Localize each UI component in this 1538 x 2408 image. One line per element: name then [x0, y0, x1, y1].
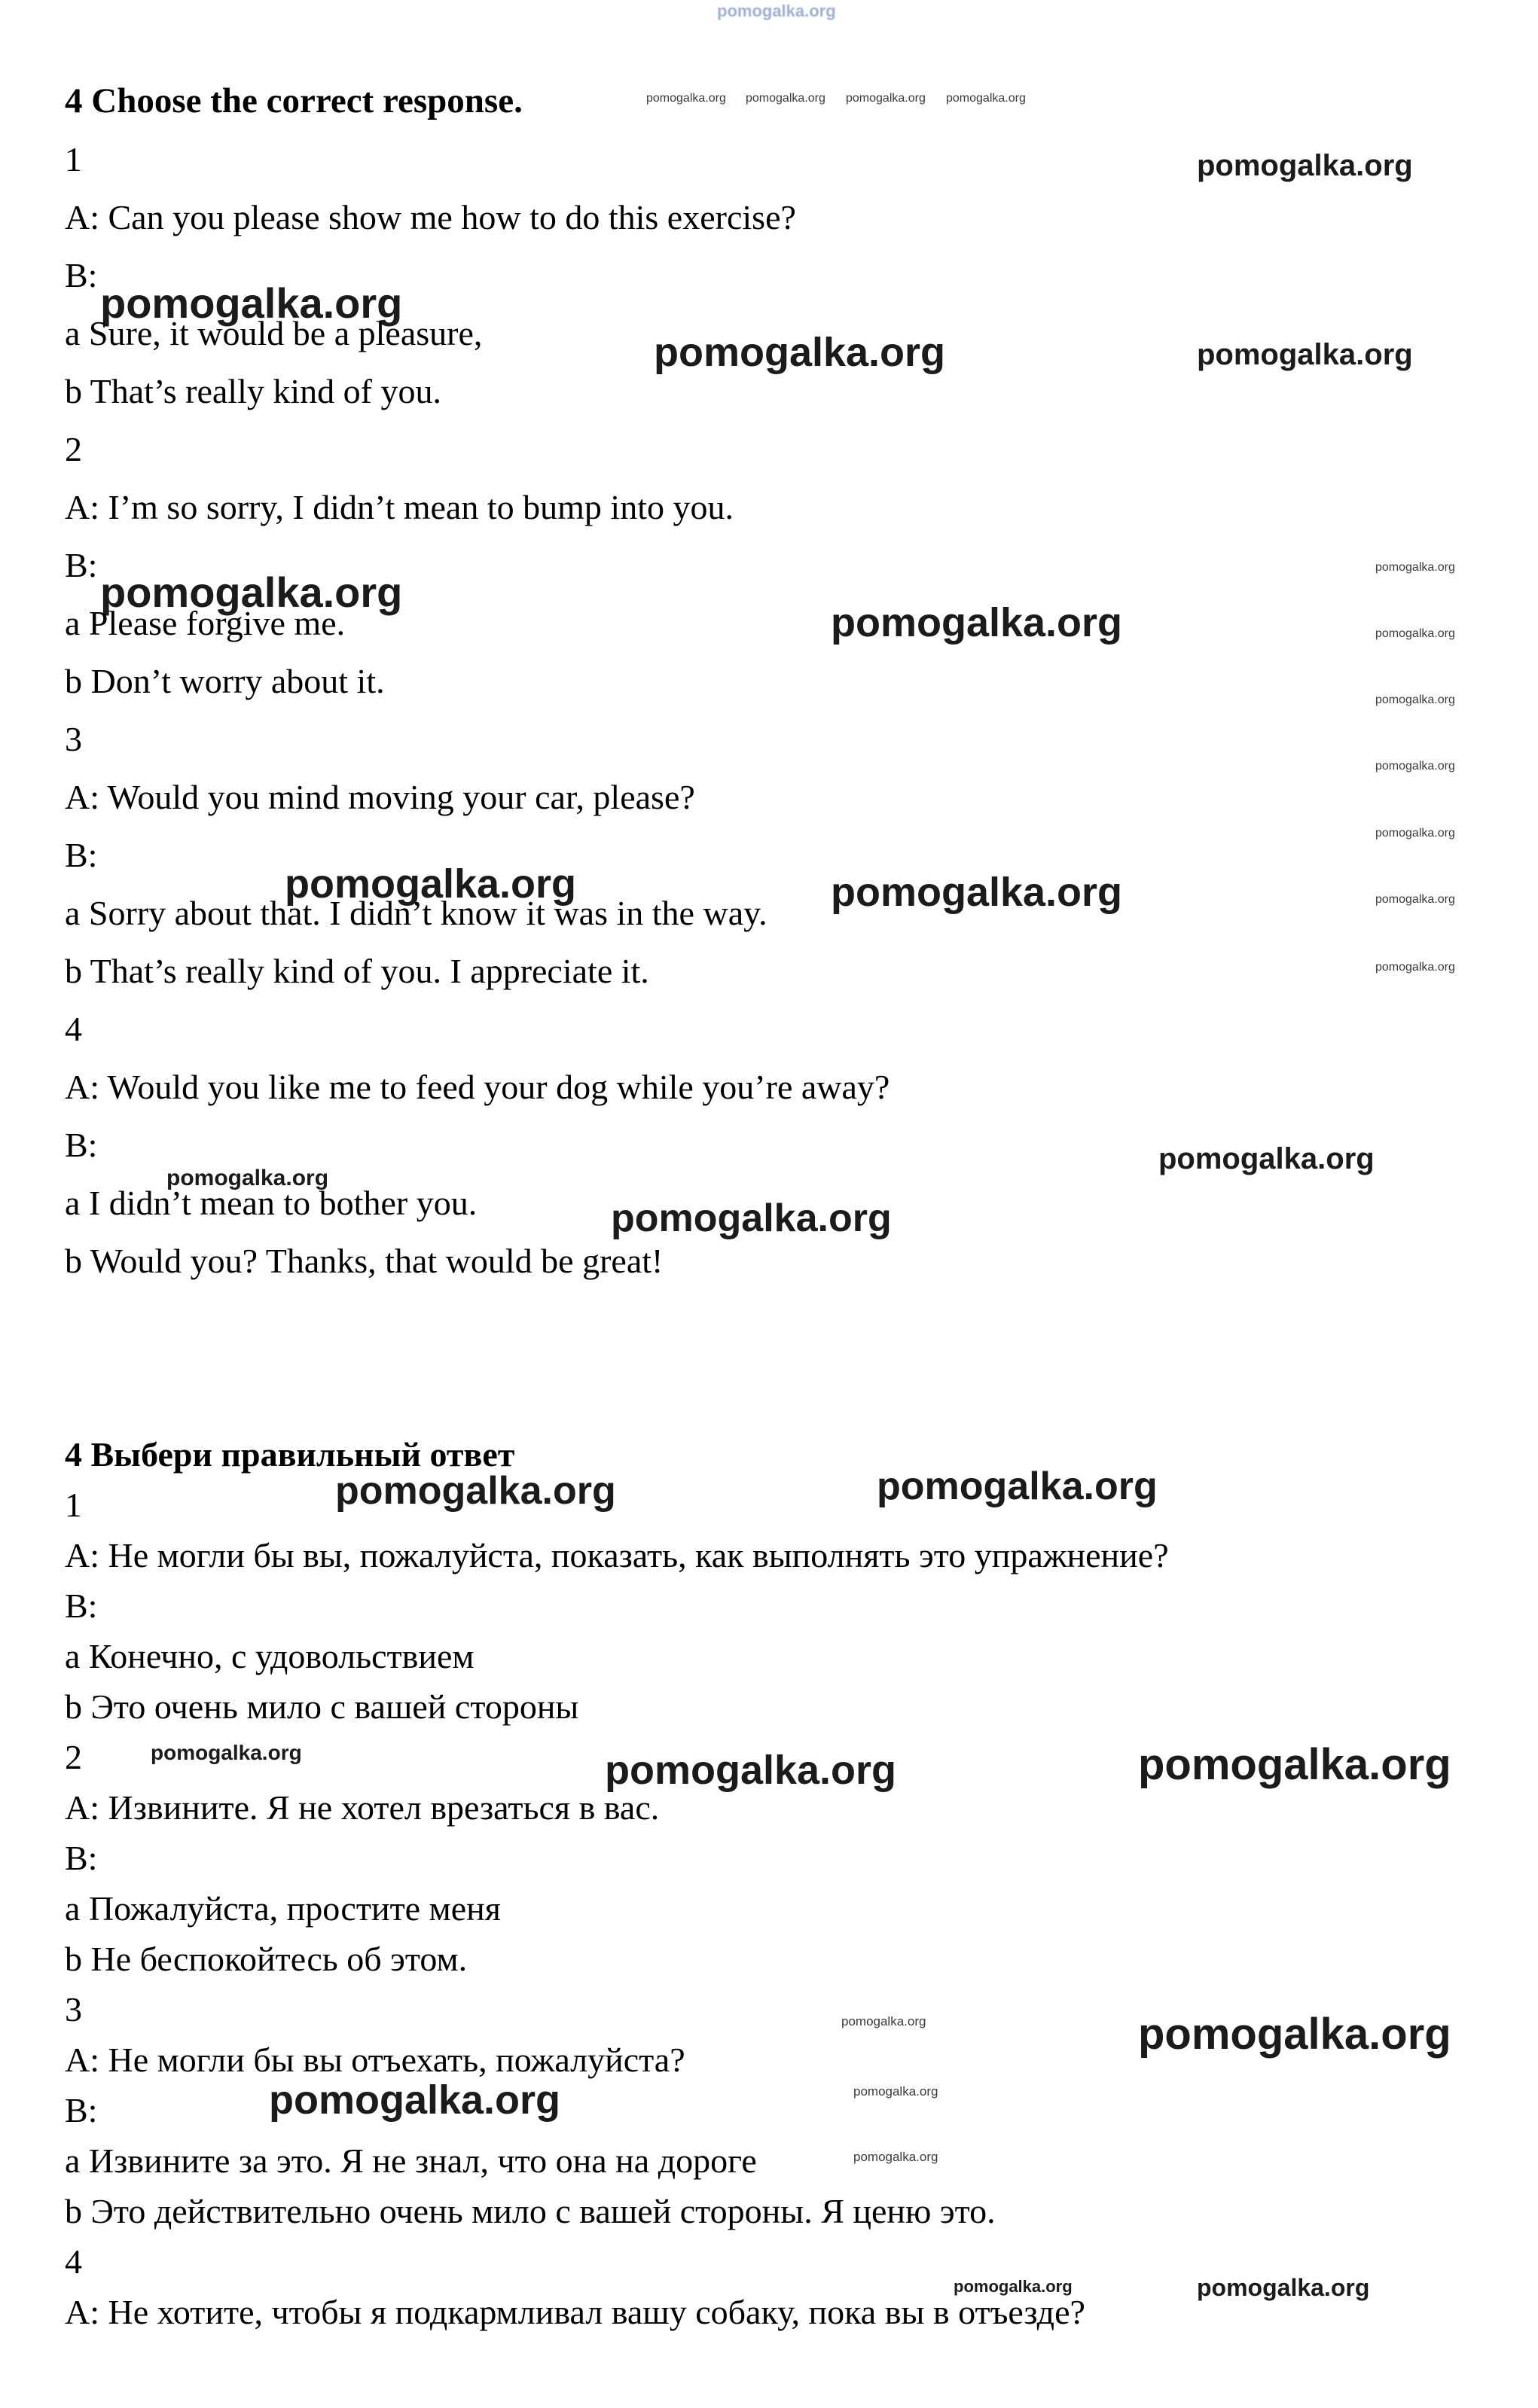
item-number: 2	[65, 1738, 82, 1776]
line-speaker-b: B:	[65, 1839, 98, 1877]
site-watermark: pomogalka.org	[877, 1465, 1158, 1508]
option-b: b Don’t worry about it.	[65, 662, 385, 700]
site-watermark: pomogalka.org	[831, 600, 1123, 645]
line-speaker-a: A: Can you please show me how to do this exercise?	[65, 198, 796, 236]
option-a: a Sorry about that. I didn’t know it was in the way.	[65, 894, 767, 932]
line-speaker-a: A: Would you mind moving your car, please?	[65, 778, 695, 816]
site-watermark: pomogalka.org	[841, 2014, 926, 2029]
line-speaker-b: B:	[65, 1587, 98, 1625]
site-watermark: pomogalka.org	[605, 1748, 897, 1793]
option-b: b That’s really kind of you.	[65, 372, 441, 410]
site-watermark: pomogalka.org	[100, 568, 403, 616]
option-a: a Конечно, с удовольствием	[65, 1637, 475, 1675]
site-watermark: pomogalka.org	[831, 870, 1123, 915]
line-speaker-b: B:	[65, 836, 98, 874]
line-speaker-a: A: Извините. Я не хотел врезаться в вас.	[65, 1788, 660, 1827]
site-watermark: pomogalka.org	[853, 2084, 938, 2099]
item-number: 3	[65, 720, 82, 758]
option-b: b Это действительно очень мило с вашей стороны. Я ценю это.	[65, 2192, 996, 2230]
site-watermark: pomogalka.org	[335, 1469, 616, 1513]
item-number: 1	[65, 140, 82, 178]
item-number: 3	[65, 1990, 82, 2029]
site-watermark: pomogalka.org	[1197, 338, 1413, 371]
site-watermark: pomogalka.org	[853, 2150, 938, 2164]
site-watermark: pomogalka.org	[1138, 2010, 1451, 2059]
english-heading: 4 Choose the correct response.	[65, 81, 523, 120]
english-section	[65, 72, 1508, 1290]
site-watermark: pomogalka.org	[166, 1166, 329, 1190]
site-watermark: pomogalka.org	[1375, 561, 1455, 574]
site-watermark: pomogalka.org	[746, 92, 825, 105]
line-speaker-a: A: Не могли бы вы, пожалуйста, показать, как выполнять это упражнение?	[65, 1536, 1169, 1574]
line-speaker-a: A: Не хотите, чтобы я подкармливал вашу собаку, пока вы в отъезде?	[65, 2293, 1085, 2331]
option-a: a Sure, it would be a pleasure,	[65, 314, 483, 352]
site-watermark: pomogalka.org	[1375, 760, 1455, 773]
line-speaker-b: B:	[65, 2091, 98, 2129]
site-watermark: pomogalka.org	[151, 1741, 302, 1764]
item-number: 4	[65, 1010, 82, 1048]
site-watermark: pomogalka.org	[100, 279, 403, 327]
option-a: a Please forgive me.	[65, 604, 346, 642]
site-watermark: pomogalka.org	[646, 92, 726, 105]
option-b: b Это очень мило с вашей стороны	[65, 1687, 579, 1726]
site-watermark: pomogalka.org	[1158, 1142, 1375, 1175]
site-watermark: pomogalka.org	[611, 1196, 892, 1240]
option-b: b Would you? Thanks, that would be great!	[65, 1242, 664, 1280]
site-watermark: pomogalka.org	[1197, 149, 1413, 182]
line-speaker-b: B:	[65, 546, 98, 584]
site-watermark: pomogalka.org	[269, 2077, 561, 2123]
option-a: a Извините за это. Я не знал, что она на дороге	[65, 2141, 757, 2180]
option-b: b That’s really kind of you. I appreciate it.	[65, 952, 649, 990]
item-number: 4	[65, 2242, 82, 2281]
site-watermark: pomogalka.org	[1375, 693, 1455, 706]
russian-section	[65, 1429, 1508, 2337]
site-watermark: pomogalka.org	[285, 861, 577, 907]
line-speaker-a: A: Would you like me to feed your dog while you’re away?	[65, 1068, 890, 1106]
line-speaker-b: B:	[65, 1126, 98, 1164]
russian-heading: 4 Выбери правильный ответ	[65, 1435, 515, 1474]
option-b: b Не беспокойтесь об этом.	[65, 1940, 468, 1978]
site-watermark: pomogalka.org	[846, 92, 926, 105]
worksheet-content	[65, 72, 1508, 2337]
option-a: a I didn’t mean to bother you.	[65, 1184, 478, 1222]
option-a: a Пожалуйста, простите меня	[65, 1889, 501, 1928]
site-watermark: pomogalka.org	[654, 330, 946, 375]
item-number: 1	[65, 1486, 82, 1524]
site-watermark: pomogalka.org	[954, 2277, 1073, 2296]
site-watermark: pomogalka.org	[1197, 2274, 1370, 2301]
line-speaker-b: B:	[65, 256, 98, 294]
line-speaker-a: A: Не могли бы вы отъехать, пожалуйста?	[65, 2041, 685, 2079]
site-watermark: pomogalka.org	[1375, 627, 1455, 640]
site-watermark: pomogalka.org	[1138, 1740, 1451, 1789]
site-watermark: pomogalka.org	[1375, 893, 1455, 906]
site-watermark: pomogalka.org	[1375, 961, 1455, 974]
site-watermark: pomogalka.org	[946, 92, 1026, 105]
line-speaker-a: A: I’m so sorry, I didn’t mean to bump into you.	[65, 488, 734, 526]
site-watermark: pomogalka.org	[717, 2, 836, 20]
site-watermark: pomogalka.org	[1375, 827, 1455, 840]
item-number: 2	[65, 430, 82, 468]
